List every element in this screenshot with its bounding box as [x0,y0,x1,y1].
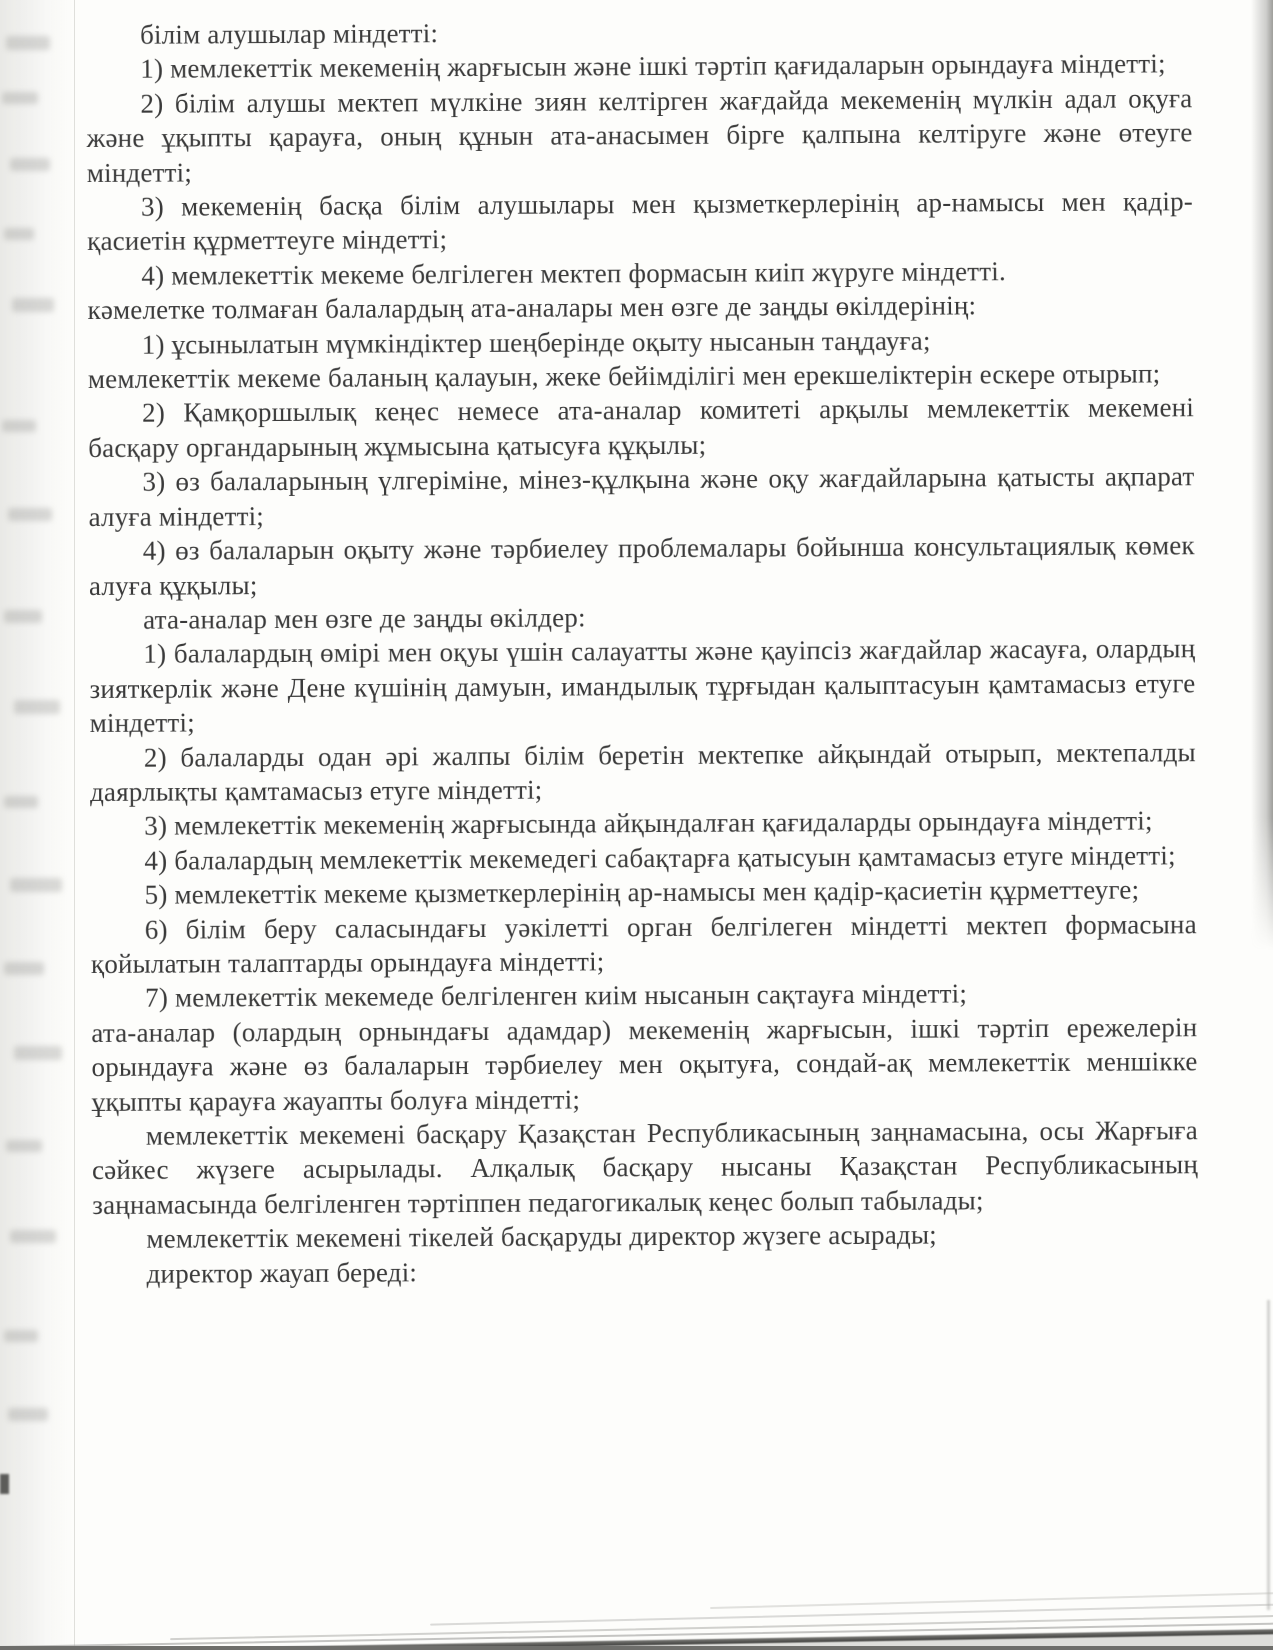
bleed-through-smudge [8,508,52,521]
bleed-through-smudge [4,962,44,975]
paragraph: 3) мемлекеттік мекеменің жарғысында айқындалған қағидаларды орындауға міндетті; [144,805,1153,842]
bleed-through-smudge [10,878,62,892]
paragraph: 1) балалардың өмірі мен оқуы үшін салауатты және қауіпсіз жағдайлар жасауға, олардың зияткерлік және Дене күшінің дамуын, имандылық тұрғыдан қалыптасуын қамтамасыз етуге міндетті; [89,633,1196,739]
paragraph: директор жауап береді: [146,1256,418,1289]
bleed-through-smudge [4,796,38,808]
bleed-through-smudge [8,1408,48,1421]
bleed-through-smudge [2,92,38,104]
left-margin-shadow [0,0,75,1650]
bleed-through-smudge [6,36,50,50]
bleed-through-smudge [10,1230,56,1243]
left-edge-ink-mark [0,1474,9,1494]
paragraph: 2) білім алушы мектеп мүлкіне зиян келтірген жағдайда мекеменің мүлкін адал оқуға және ұқыпты қарауға, оның құнын ата-анасымен бірге қалпына келтіруге және өтеуге міндетті; [86,83,1193,188]
paragraph: 6) білім беру саласындағы уәкілетті орган белгілеген міндетті мектеп формасына қойылатын талаптарды орындауға міндетті; [90,908,1197,979]
paragraph: ата-аналар (олардың орнындағы адамдар) мекеменің жарғысын, ішкі тәртіп ережелерін орындауға және өз балаларын тәрбиелеу мен оқытуға, сондай-ақ мемлекеттік меншікке ұқыпты қарауға жауапты болуға міндетті; [91,1011,1198,1117]
paragraph: 4) балалардың мемлекеттік мекемедегі сабақтарға қатысуын қамтамасыз етуге міндетті; [144,840,1176,876]
paragraph: мемлекеттік мекемені басқару Қазақстан Республикасының заңнамасына, осы Жарғыға сәйкес жүзеге асырылады. Алқалық басқару нысаны Қазақстан Республикасының заңнамасында белгіленген тәртіппен педагогикалық кеңес болып табылады; [91,1115,1199,1220]
paragraph: 3) өз балаларының үлгеріміне, мінез-құлқына және оқу жағдайларына қатысты ақпарат алуға міндетті; [88,461,1195,532]
bleed-through-smudge [14,700,60,714]
paragraph: 4) өз балаларын оқыту және тәрбиелеу проблемалары бойынша консультациялық көмек алуға құқылы; [88,530,1195,601]
paragraph: 1) ұсынылатын мүмкіндіктер шеңберінде оқыту нысанын таңдауға; [141,325,931,360]
bleed-through-smudge [2,420,36,432]
page-edge-line [430,1602,1273,1625]
right-edge-line [1267,1300,1270,1610]
paragraph: 3) мекеменің басқа білім алушылары мен қызметкерлерінің ар-намысы мен қадір-қасиетін құрметтеуге міндетті; [87,186,1194,257]
bleed-through-smudge [4,610,42,623]
paragraph: білім алушылар міндетті: [140,18,439,50]
right-edge-shadow [1251,0,1273,950]
paragraph: 4) мемлекеттік мекеме белгілеген мектеп формасын киіп жүруге міндетті. [141,256,1007,291]
paragraph: 7) мемлекеттік мекемеде белгіленген киім нысанын сақтауға міндетті; [145,978,968,1014]
paragraph: 2) Қамқоршылық кеңес немесе ата-аналар комитеті арқылы мемлекеттік мекемені басқару органдарының жұмысына қатысуға құқылы; [88,392,1195,463]
document-text [86,12,1199,1291]
bleed-through-smudge [12,298,54,312]
bleed-through-smudge [10,158,50,171]
bleed-through-smudge [4,228,34,240]
bleed-through-smudge [14,1046,62,1060]
paragraph: 5) мемлекеттік мекеме қызметкерлерінің ар-намысы мен қадір-қасиетін құрметтеуге; [144,874,1140,910]
paragraph: 2) балаларды одан әрі жалпы білім беретін мектепке айқындай отырып, мектепалды даярлықты қамтамасыз етуге міндетті; [89,736,1196,807]
paragraph: ата-аналар мен өзге де заңды өкілдер: [143,602,586,635]
paragraph: 1) мемлекеттік мекеменің жарғысын және ішкі тәртіп қағидаларын орындауға міндетті; [140,48,1166,85]
paragraph: мемлекеттік мекемені тікелей басқаруды директор жүзеге асырады; [146,1219,937,1254]
bleed-through-smudge [6,1140,42,1152]
paragraph: кәмелетке толмаған балалардың ата-аналары мен өзге де заңды өкілдерінің: [87,290,977,326]
scan-bottom-band [0,1646,1273,1650]
bleed-through-smudge [4,1330,38,1342]
paragraph: мемлекеттік мекеме баланың қалауын, жеке бейімділігі мен ерекшеліктерін ескере отырып; [87,358,1161,395]
